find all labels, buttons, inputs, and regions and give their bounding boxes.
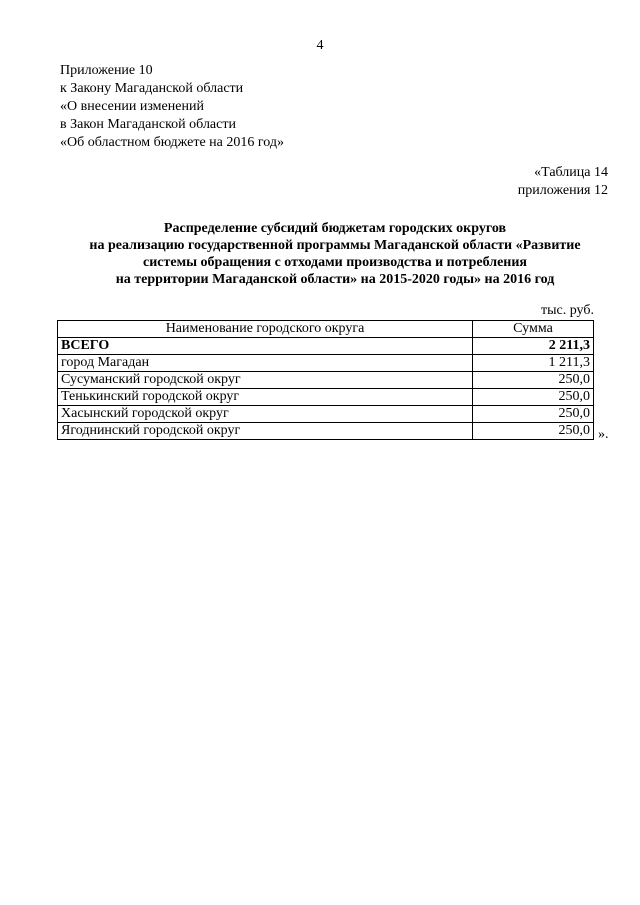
table-row: [58, 372, 594, 389]
district-sum: 250,0: [473, 423, 594, 440]
page-number: 4: [316, 38, 324, 53]
district-sum: 250,0: [473, 406, 594, 423]
table-header-row: [58, 321, 594, 338]
title-line: на территории Магаданской области» на 2015-2020 годы» на 2016 год: [115, 272, 555, 287]
document-title: [40, 220, 630, 288]
table-reference-number: «Таблица 14: [534, 165, 608, 180]
table-reference-appendix: приложения 12: [517, 183, 608, 198]
district-name: Хасынский городской округ: [58, 406, 473, 423]
table-total-row: [58, 338, 594, 355]
appendix-line: «О внесении изменений: [60, 99, 204, 114]
district-name: Ягоднинский городской округ: [58, 423, 473, 440]
table-row: [58, 389, 594, 406]
header-sum: Сумма: [473, 321, 594, 338]
header-district-name: Наименование городского округа: [58, 321, 473, 338]
total-label: ВСЕГО: [58, 338, 473, 355]
appendix-line: Приложение 10: [60, 63, 153, 78]
title-line: системы обращения с отходами производства и потребления: [143, 255, 527, 270]
table-row: [58, 423, 594, 440]
table-row: [58, 406, 594, 423]
appendix-line: «Об областном бюджете на 2016 год»: [60, 135, 284, 150]
appendix-line: в Закон Магаданской области: [60, 117, 236, 132]
district-name: Сусуманский городской округ: [58, 372, 473, 389]
title-line: на реализацию государственной программы Магаданской области «Развитие: [89, 238, 581, 253]
district-sum: 1 211,3: [473, 355, 594, 372]
table-reference: [518, 164, 608, 200]
total-sum: 2 211,3: [473, 338, 594, 355]
title-line: Распределение субсидий бюджетам городских округов: [163, 221, 507, 236]
table-row: [58, 355, 594, 372]
subsidy-table: [57, 320, 594, 440]
district-sum: 250,0: [473, 389, 594, 406]
district-sum: 250,0: [473, 372, 594, 389]
appendix-header: [60, 62, 284, 152]
district-name: Тенькинский городской округ: [58, 389, 473, 406]
closing-quote-mark: ».: [598, 427, 609, 442]
units-label: тыс. руб.: [541, 303, 594, 318]
appendix-line: к Закону Магаданской области: [60, 81, 244, 96]
district-name: город Магадан: [58, 355, 473, 372]
